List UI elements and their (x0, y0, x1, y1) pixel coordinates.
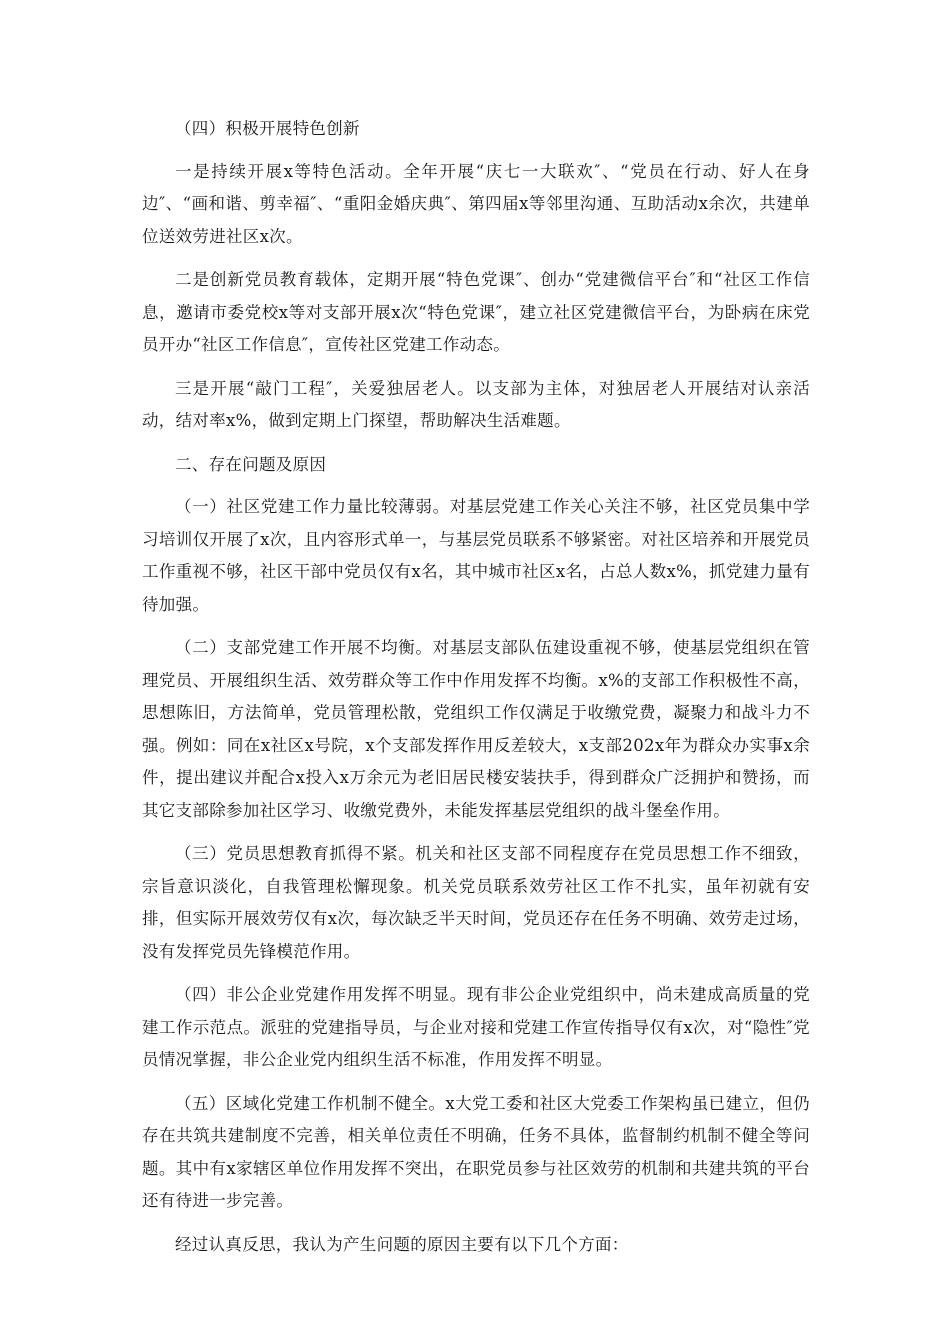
paragraph-problem-four: （四）非公企业党建作用发挥不明显。现有非公企业党组织中，尚未建成高质量的党建工作示范点。派驻的党建指导员，与企业对接和党建工作宣传指导仅有x次，对“隐性″党员情况掌握，非公企业党内组织生活不标准，作用发挥不明显。 (142, 985, 810, 1069)
section-heading-problems: 二、存在问题及原因 (175, 454, 327, 474)
paragraph-problem-five: （五）区域化党建工作机制不健全。x大党工委和社区大党委工作架构虽已建立，但仍存在共筑共建制度不完善，相关单位责任不明确，任务不具体，监督制约机制不健全等问题。其中有x家辖区单位作用发挥不突出，在职党员参与社区效劳的机制和共建共筑的平台还有待进一步完善。 (142, 1093, 810, 1210)
paragraph-reflection: 经过认真反思，我认为产生问题的原因主要有以下几个方面： (175, 1234, 629, 1254)
paragraph-first-activities: 一是持续开展x等特色活动。全年开展“庆七一大联欢″、“党员在行动、好人在身边″、“画和谐、剪幸福″、“重阳金婚庆典″、第四届x等邻里沟通、互助活动x余次，共建单位送效劳进社区x次。 (142, 161, 810, 246)
section-heading-four: （四）积极开展特色创新 (175, 119, 360, 138)
paragraph-third-knock-door: 三是开展“敲门工程″，关爱独居老人。以支部为主体，对独居老人开展结对认亲活动，结对率x%，做到定期上门探望，帮助解决生活难题。 (142, 378, 810, 430)
document-body (142, 113, 810, 1272)
paragraph-problem-two: （二）支部党建工作开展不均衡。对基层支部队伍建设重视不够，使基层党组织在管理党员、开展组织生活、效劳群众等工作中作用发挥不均衡。x%的支部工作积极性不高，思想陈旧，方法简单，党员管理松散，党组织工作仅满足于收缴党费，凝聚力和战斗力不强。例如：同在x社区x号院，x个支部发挥作用反差较大，x支部202x年为群众办实事x余件，提出建议并配合x投入x万余元为老旧居民楼安装扶手，得到群众广泛拥护和赞扬，而其它支部除参加社区学习、收缴党费外，未能发挥基层党组织的战斗堡垒作用。 (142, 638, 810, 820)
paragraph-problem-three: （三）党员思想教育抓得不紧。机关和社区支部不同程度存在党员思想工作不细致，宗旨意识淡化，自我管理松懈现象。机关党员联系效劳社区工作不扎实，虽年初就有安排，但实际开展效劳仅有x次，每次缺乏半天时间，党员还存在任务不明确、效劳走过场，没有发挥党员先锋模范作用。 (142, 844, 810, 961)
paragraph-second-education: 二是创新党员教育载体，定期开展“特色党课″、创办“党建微信平台″和“社区工作信息，邀请市委党校x等对支部开展x次“特色党课″，建立社区党建微信平台，为卧病在床党员开办“社区工作信息″，宣传社区党建工作动态。 (142, 270, 810, 354)
paragraph-problem-one: （一）社区党建工作力量比较薄弱。对基层党建工作关心关注不够，社区党员集中学习培训仅开展了x次，且内容形式单一，与基层党员联系不够紧密。对社区培养和开展党员工作重视不够，社区干部中党员仅有x名，其中城市社区x名，占总人数x%，抓党建力量有待加强。 (142, 497, 810, 614)
